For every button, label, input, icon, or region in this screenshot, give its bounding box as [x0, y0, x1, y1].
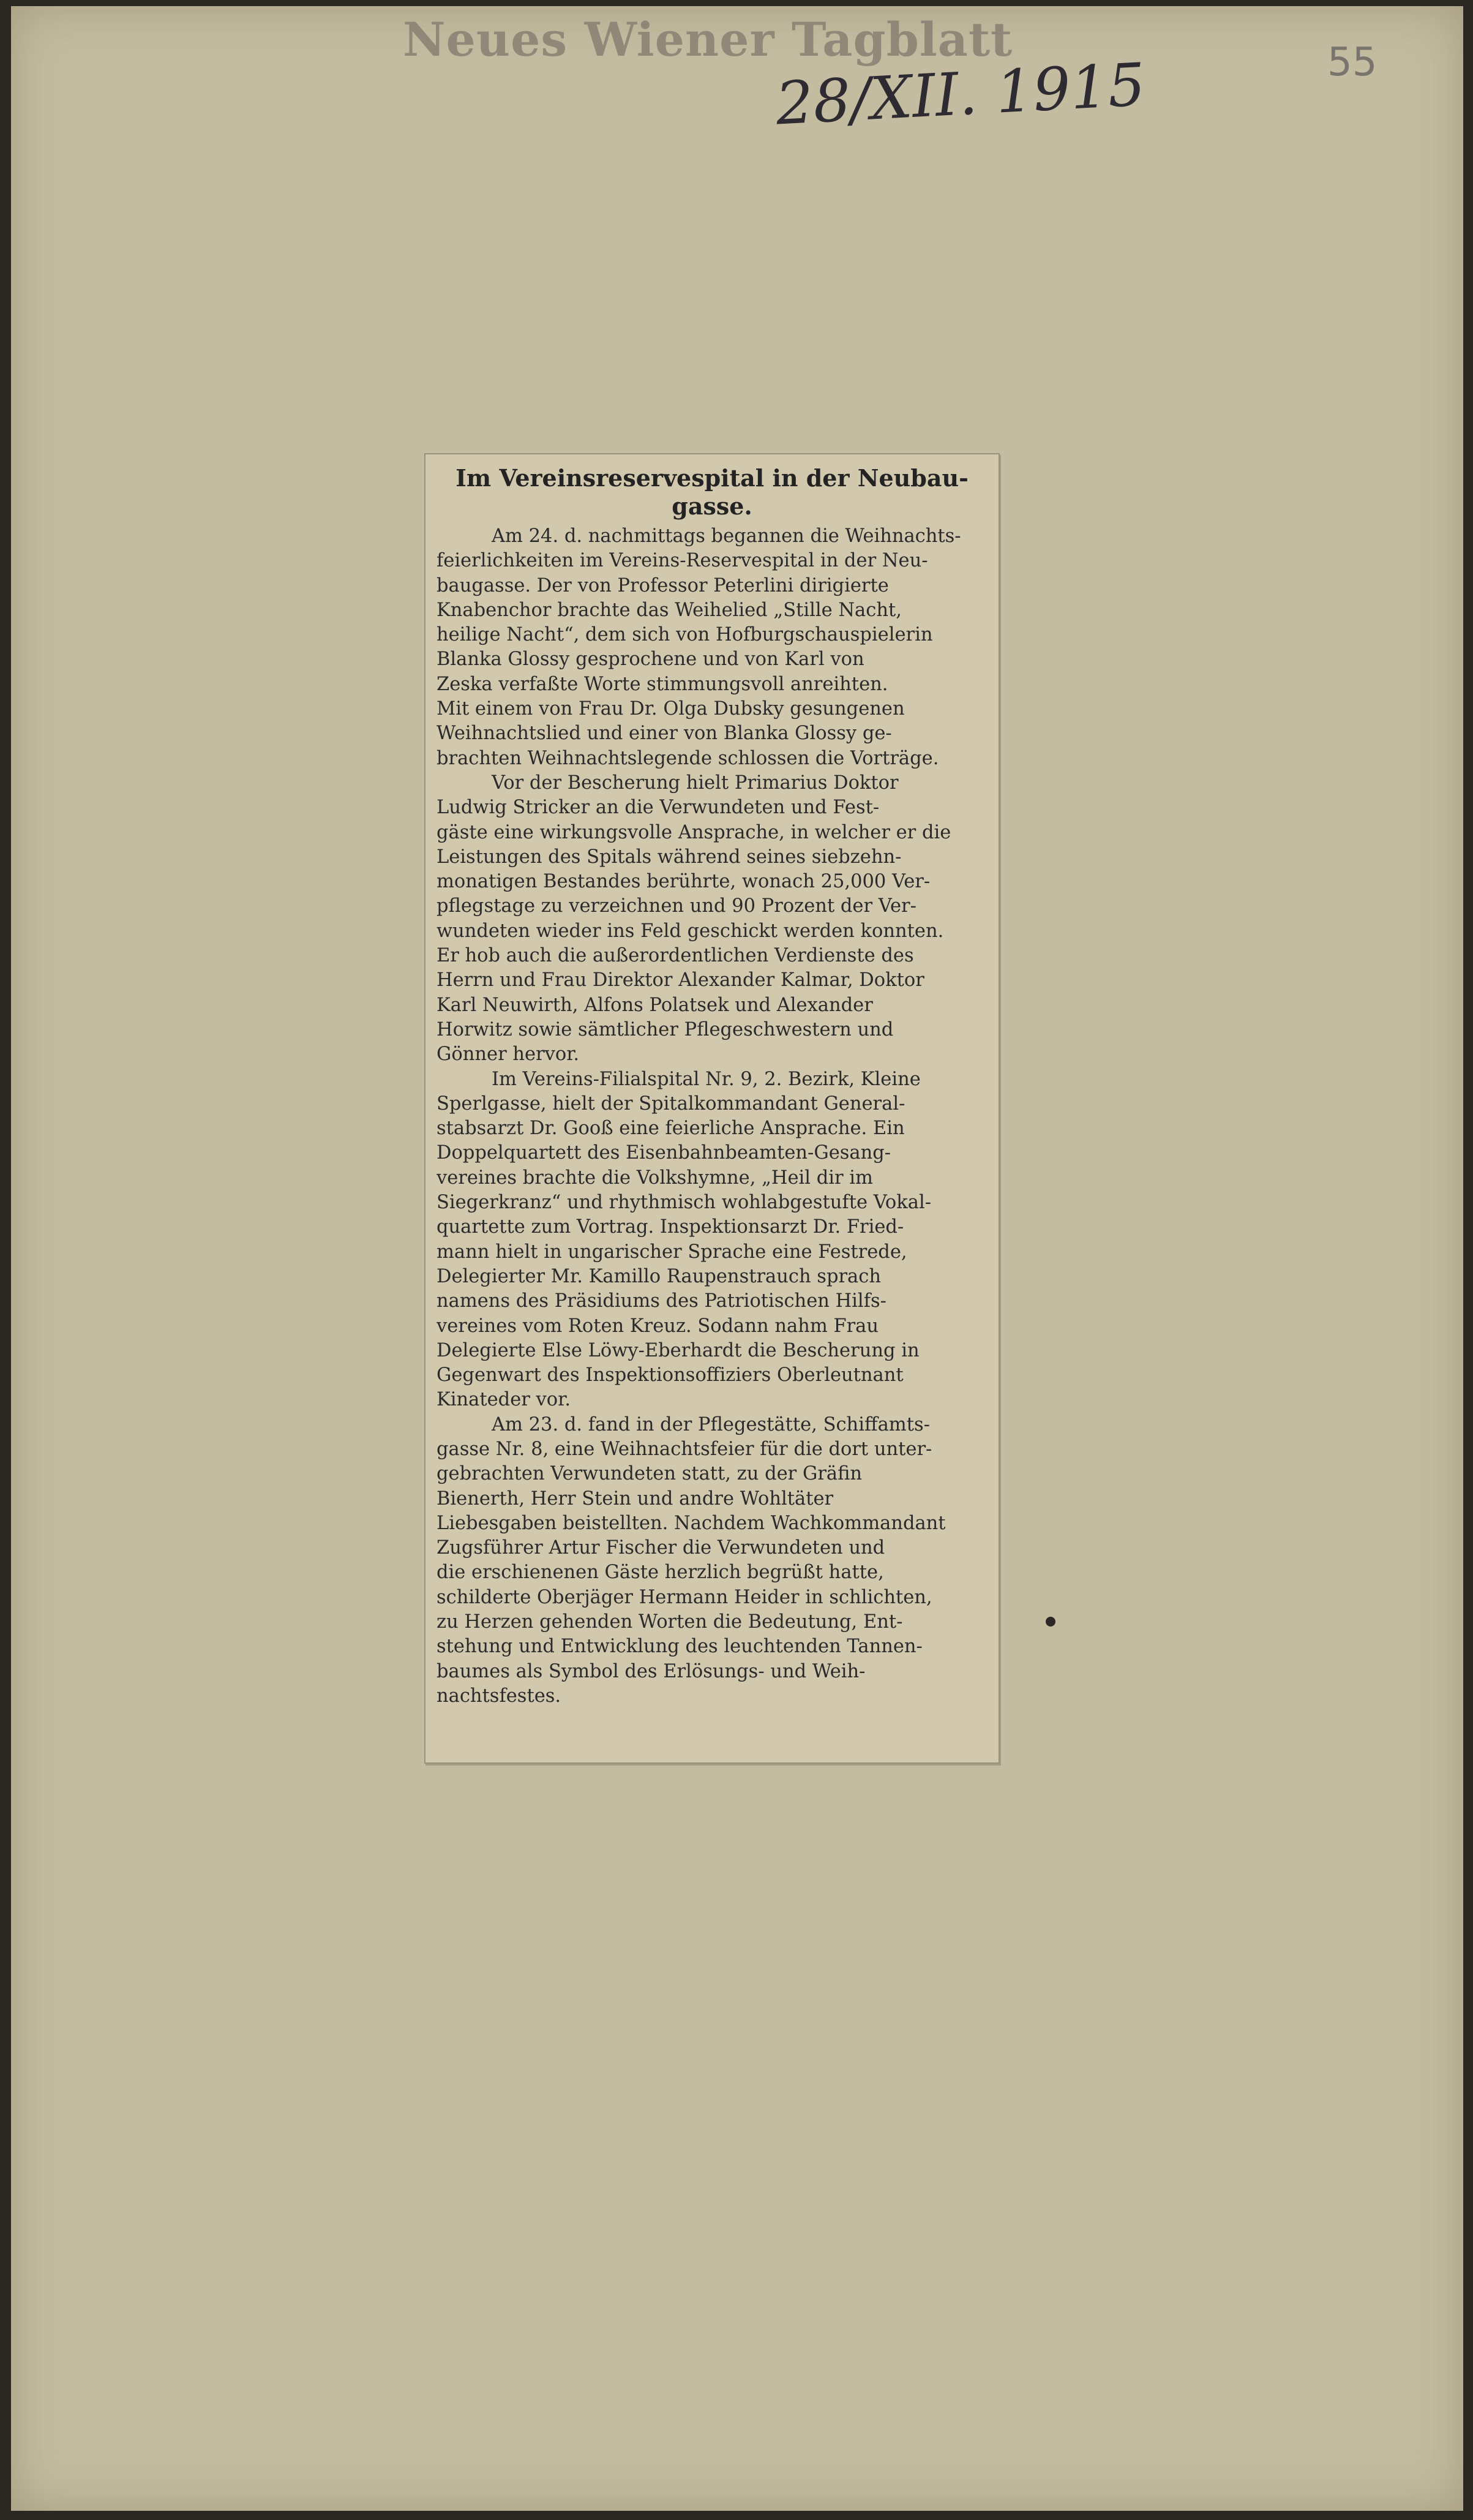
article-line: Blanka Glossy gesprochene und von Karl von [437, 649, 864, 671]
article-line: Gönner hervor. [437, 1044, 580, 1066]
article-line: Doppelquartett des Eisenbahnbeamten-Gesang- [437, 1142, 891, 1164]
article-line: Im Vereins-Filialspital Nr. 9, 2. Bezirk, Kleine [492, 1068, 921, 1090]
article-line: quartette zum Vortrag. Inspektionsarzt Dr. Fried- [437, 1216, 904, 1238]
article-line: brachten Weihnachtslegende schlossen die Vorträge. [437, 747, 939, 769]
article-line: feierlichkeiten im Vereins-Reservespital in der Neu- [437, 550, 928, 572]
article-line: heilige Nacht“, dem sich von Hofburgschauspielerin [437, 624, 933, 646]
article-line: schilderte Oberjäger Hermann Heider in schlichten, [437, 1586, 932, 1608]
article-line: Karl Neuwirth, Alfons Polatsek und Alexander [437, 994, 873, 1016]
article-line: Ludwig Stricker an die Verwundeten und Fest- [437, 797, 880, 819]
article-line: Mit einem von Frau Dr. Olga Dubsky gesungenen [437, 698, 905, 720]
article-line: baugasse. Der von Professor Peterlini dirigierte [437, 574, 889, 596]
article-line: Siegerkranz“ und rhythmisch wohlabgestufte Vokal- [437, 1192, 932, 1214]
article-line: Leistungen des Spitals während seines siebzehn- [437, 846, 902, 868]
article-line: nachtsfestes. [437, 1685, 561, 1707]
article-paragraph [437, 771, 988, 1067]
archive-sheet [11, 6, 1463, 2511]
newspaper-masthead-stamp: Neues Wiener Tagblatt [403, 12, 1013, 67]
article-line: vereines vom Roten Kreuz. Sodann nahm Frau [437, 1315, 879, 1337]
article-line: Horwitz sowie sämtlicher Pflegeschwestern und [437, 1018, 894, 1040]
handwritten-date: 28/XII. 1915 [774, 50, 1147, 138]
article-line: Delegierte Else Löwy-Eberhardt die Bescherung in [437, 1339, 920, 1361]
article-line: Vor der Bescherung hielt Primarius Doktor [492, 772, 899, 794]
article-line: Knabenchor brachte das Weihelied „Stille Nacht, [437, 599, 902, 621]
article-line: vereines brachte die Volkshymne, „Heil dir im [437, 1167, 873, 1189]
article-line: Zugsführer Artur Fischer die Verwundeten und [437, 1537, 885, 1559]
article-line: Gegenwart des Inspektionsoffiziers Oberleutnant [437, 1364, 904, 1386]
folio-number: 55 [1327, 40, 1377, 85]
article-line: Herrn und Frau Direktor Alexander Kalmar, Doktor [437, 969, 924, 991]
article-line: baumes als Symbol des Erlösungs- und Weih- [437, 1660, 866, 1682]
paper-speck [1046, 1617, 1055, 1627]
article-line: Am 24. d. nachmittags begannen die Weihnachts- [492, 525, 961, 547]
title-line: Im Vereinsreservespital in der Neubau- [455, 464, 969, 492]
article-line: mann hielt in ungarischer Sprache eine Festrede, [437, 1241, 907, 1263]
article-line: zu Herzen gehenden Worten die Bedeutung, Ent- [437, 1611, 903, 1633]
article-line: die erschienenen Gäste herzlich begrüßt hatte, [437, 1562, 884, 1584]
article-line: gebrachten Verwundeten statt, zu der Gräfin [437, 1463, 863, 1485]
article-paragraph [437, 1067, 988, 1413]
article-line: Weihnachtslied und einer von Blanka Glossy ge- [437, 723, 892, 745]
article-line: stehung und Entwicklung des leuchtenden Tannen- [437, 1636, 923, 1658]
article-line: wundeten wieder ins Feld geschickt werden konnten. [437, 920, 944, 942]
article-line: Er hob auch die außerordentlichen Verdienste des [437, 945, 914, 967]
article-line: Delegierter Mr. Kamillo Raupenstrauch sprach [437, 1265, 881, 1287]
article-line: gäste eine wirkungsvolle Ansprache, in welcher er die [437, 821, 951, 843]
article-line: Bienerth, Herr Stein und andre Wohltäter [437, 1488, 834, 1510]
article-line: pflegstage zu verzeichnen und 90 Prozent der Ver- [437, 895, 916, 917]
article-line: Sperlgasse, hielt der Spitalkommandant General- [437, 1093, 905, 1115]
article-line: namens des Präsidiums des Patriotischen Hilfs- [437, 1290, 886, 1312]
article-line: stabsarzt Dr. Gooß eine feierliche Ansprache. Ein [437, 1118, 905, 1140]
article-line: Kinateder vor. [437, 1389, 571, 1411]
article-title [437, 464, 988, 521]
article-line: gasse Nr. 8, eine Weihnachtsfeier für die dort unter- [437, 1438, 932, 1460]
article-line: Zeska verfaßte Worte stimmungsvoll anreihten. [437, 673, 888, 695]
article-line: Liebesgaben beistellten. Nachdem Wachkommandant [437, 1512, 946, 1534]
newspaper-clipping [424, 453, 1000, 1764]
article-paragraph [437, 1413, 988, 1709]
article-paragraph [437, 524, 988, 771]
article-body [437, 524, 988, 1709]
title-line: gasse. [672, 492, 752, 520]
article-line: monatigen Bestandes berührte, wonach 25,000 Ver- [437, 871, 931, 893]
article-line: Am 23. d. fand in der Pflegestätte, Schiffamts- [492, 1413, 930, 1435]
